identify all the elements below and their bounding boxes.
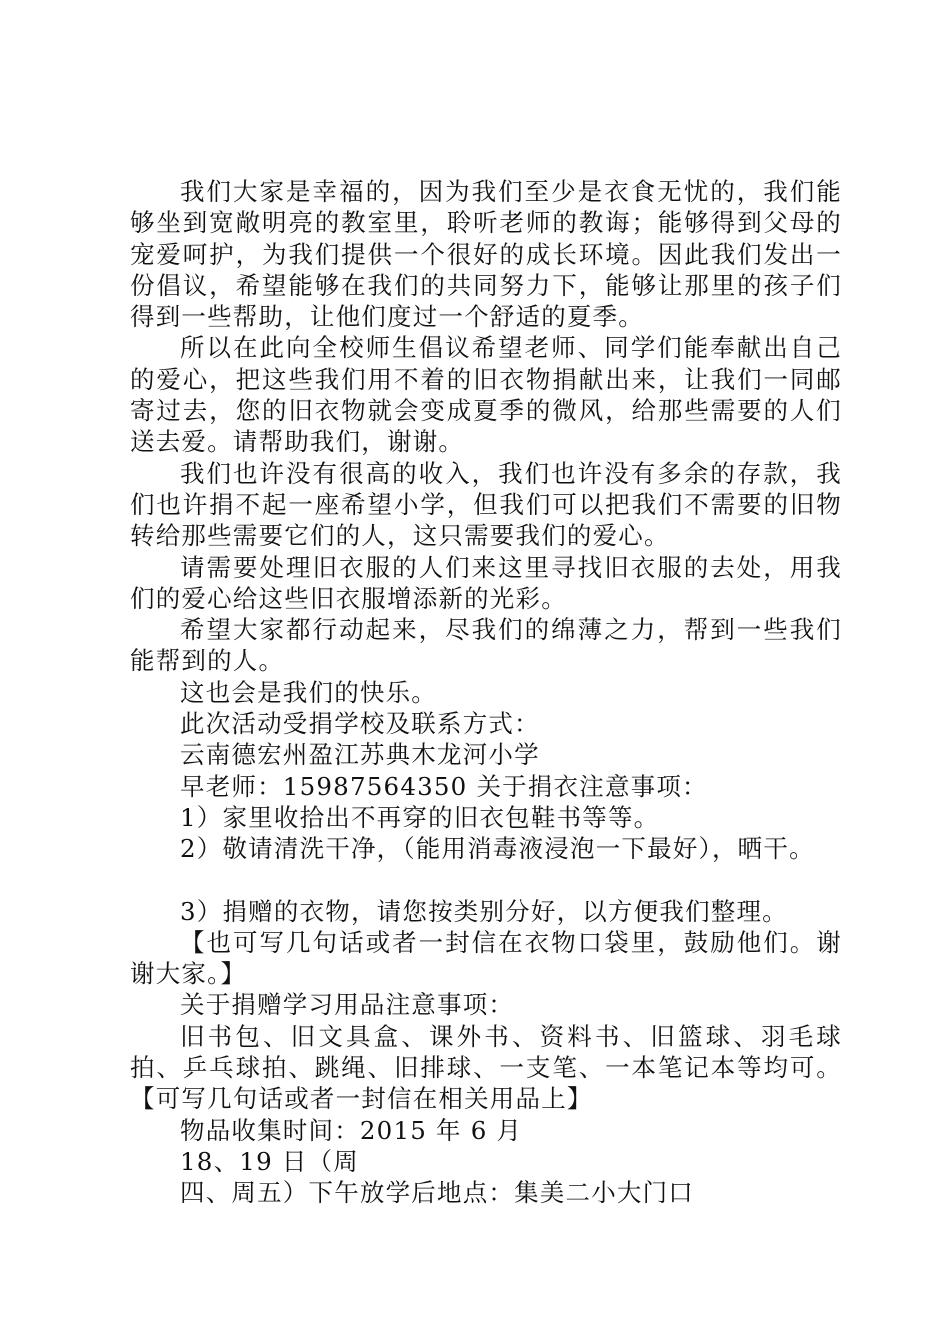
paragraph-contact: 早老师：15987564350 关于捐衣注意事项： <box>180 771 708 801</box>
blank-line <box>130 865 842 896</box>
paragraph-supplies-list: 旧书包、旧文具盒、课外书、资料书、旧篮球、羽毛球拍、乒乓球拍、跳绳、旧排球、一支笔、一本笔记本等均可。【可写几句话或者一封信在相关用品上】 <box>130 1021 842 1114</box>
paragraph-note-3: 3）捐赠的衣物，请您按类别分好，以方便我们整理。 <box>180 896 788 926</box>
paragraph-supplies-heading: 关于捐赠学习用品注意事项： <box>180 990 515 1020</box>
paragraph-note-1: 1）家里收拾出不再穿的旧衣包鞋书等等。 <box>180 802 660 832</box>
paragraph-proposal: 所以在此向全校师生倡议希望老师、同学们能奉献出自己的爱心，把这些我们用不着的旧衣物捐献出来，让我们一同邮寄过去，您的旧衣物就会变成夏季的微风，给那些需要的人们送去爱。请帮助我们，谢谢。 <box>130 333 842 457</box>
paragraph-note-2: 2）敬请清洗干净，（能用消毒液浸泡一下最好），晒干。 <box>180 834 815 864</box>
paragraph-school-name: 云南德宏州盈江苏典木龙河小学 <box>180 740 540 770</box>
paragraph-letter-tip: 【也可写几句话或者一封信在衣物口袋里，鼓励他们。谢谢大家。】 <box>130 927 842 989</box>
paragraph-collection-place: 四、周五）下午放学后地点：集美二小大门口 <box>180 1178 694 1208</box>
paragraph-collection-days: 18、19 日（周 <box>180 1146 359 1176</box>
paragraph-collection-time: 物品收集时间：2015 年 6 月 <box>180 1115 523 1145</box>
paragraph-joy: 这也会是我们的快乐。 <box>180 677 437 707</box>
paragraph-call-to-action: 希望大家都行动起来，尽我们的绵薄之力，帮到一些我们能帮到的人。 <box>130 615 842 676</box>
paragraph-donation: 我们也许没有很高的收入，我们也许没有多余的存款，我们也许捐不起一座希望小学，但我们可以把我们不需要的旧物转给那些需要它们的人，这只需要我们的爱心。 <box>130 458 842 551</box>
document-body <box>130 176 842 1209</box>
paragraph-intro: 我们大家是幸福的，因为我们至少是衣食无忧的，我们能够坐到宽敞明亮的教室里，聆听老师的教诲；能够得到父母的宠爱呵护，为我们提供一个很好的成长环境。因此我们发出一份倡议，希望能够在我们的共同努力下，能够让那里的孩子们得到一些帮助，让他们度过一个舒适的夏季。 <box>130 177 842 332</box>
paragraph-invite: 请需要处理旧衣服的人们来这里寻找旧衣服的去处，用我们的爱心给这些旧衣服增添新的光彩。 <box>130 552 842 613</box>
paragraph-school-heading: 此次活动受捐学校及联系方式： <box>180 709 540 739</box>
